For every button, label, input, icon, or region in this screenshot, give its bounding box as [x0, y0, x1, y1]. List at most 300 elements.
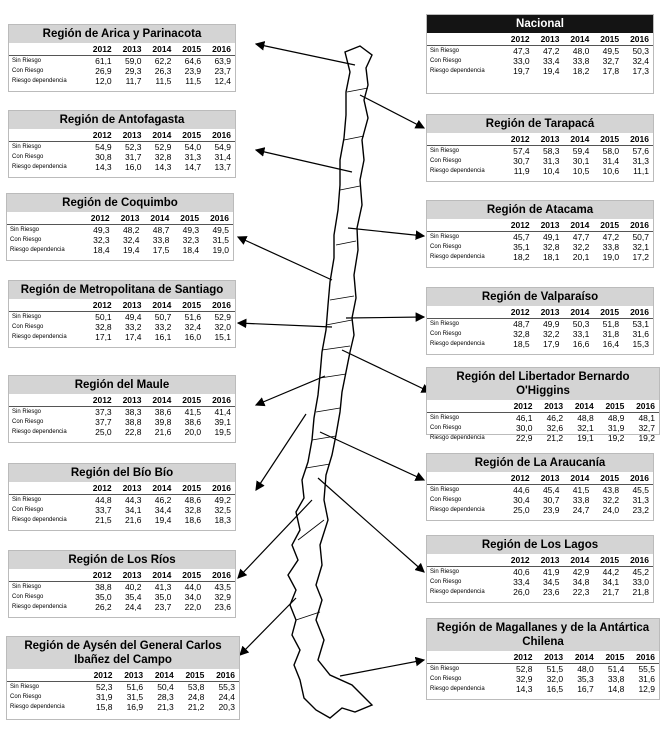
- year-header: 2012: [86, 569, 116, 582]
- cell: 33,8: [572, 56, 590, 66]
- cell: 52,9: [154, 142, 172, 152]
- row-label: Riesgo dependencia: [430, 168, 485, 174]
- cell: 40,2: [124, 582, 142, 592]
- year-header: 2014: [567, 400, 598, 413]
- cell: 15,3: [632, 339, 649, 349]
- cell: 59,4: [572, 146, 590, 156]
- cell: 23,6: [214, 602, 231, 612]
- cell: 28,3: [157, 692, 174, 702]
- cell: 23,6: [542, 587, 560, 597]
- cell: 48,0: [577, 664, 594, 674]
- region-box-araucania: [426, 453, 654, 521]
- year-header: 2013: [116, 569, 146, 582]
- cell: 19,0: [212, 245, 229, 255]
- row-label: Con Riesgo: [430, 425, 462, 431]
- region-box-aysen: [6, 636, 240, 720]
- region-box-tarapaca: [426, 114, 654, 182]
- cell: 11,1: [633, 166, 649, 176]
- cell: 38,6: [184, 417, 202, 427]
- cell: 31,3: [184, 152, 202, 162]
- cell: 21,2: [546, 433, 564, 443]
- year-header: 2014: [145, 299, 175, 312]
- row-label: Sin Riesgo: [430, 666, 460, 672]
- cell: 31,4: [214, 152, 231, 162]
- row-label: Sin Riesgo: [12, 314, 42, 320]
- cell: 49,5: [212, 225, 229, 235]
- year-header: 2012: [86, 669, 117, 682]
- row-label: Riesgo dependencia: [12, 164, 67, 170]
- cell: 43,8: [602, 485, 620, 495]
- row-label: Riesgo dependencia: [12, 78, 67, 84]
- cell: 34,0: [184, 592, 202, 602]
- year-header: 2016: [623, 472, 653, 485]
- cell: 26,0: [513, 587, 530, 597]
- cell: 17,5: [152, 245, 170, 255]
- region-title: Región de Magallanes y de la Antártica Chilena: [427, 619, 659, 651]
- cell: 31,7: [124, 152, 142, 162]
- year-header: 2012: [84, 212, 114, 225]
- cell: 14,8: [607, 684, 625, 694]
- year-header: 2016: [623, 219, 653, 232]
- cell: 51,6: [126, 682, 144, 692]
- year-header: 2015: [593, 219, 623, 232]
- cell: 31,5: [212, 235, 229, 245]
- cell: 38,6: [154, 407, 172, 417]
- year-header: 2012: [504, 133, 534, 146]
- row-label: Riesgo dependencia: [12, 429, 67, 435]
- year-header: 2012: [504, 33, 534, 46]
- region-box-santiago: [8, 280, 236, 348]
- row-label: Sin Riesgo: [430, 148, 460, 154]
- year-header: 2015: [175, 43, 205, 56]
- row-label: Riesgo dependencia: [12, 604, 67, 610]
- year-header: 2015: [593, 306, 623, 319]
- cell: 21,5: [95, 515, 112, 525]
- cell: 19,4: [542, 66, 560, 76]
- region-box-nacional: [426, 14, 654, 94]
- cell: 33,8: [572, 495, 590, 505]
- row-label: Con Riesgo: [430, 579, 462, 585]
- cell: 52,3: [95, 682, 113, 692]
- row-label: Con Riesgo: [12, 507, 44, 513]
- cell: 45,7: [513, 232, 530, 242]
- cell: 31,6: [638, 674, 655, 684]
- cell: 41,5: [184, 407, 202, 417]
- cell: 22,8: [124, 427, 142, 437]
- cell: 33,7: [95, 505, 112, 515]
- corner: [427, 219, 504, 232]
- year-header: 2013: [534, 133, 564, 146]
- year-header: 2015: [175, 569, 205, 582]
- year-header: 2016: [205, 43, 235, 56]
- corner: [427, 472, 504, 485]
- cell: 20,1: [572, 252, 590, 262]
- region-title: Región de Metropolitana de Santiago: [9, 281, 235, 299]
- year-header: 2016: [205, 129, 235, 142]
- cell: 32,4: [122, 235, 140, 245]
- cell: 23,9: [542, 505, 560, 515]
- cell: 53,8: [187, 682, 205, 692]
- cell: 31,8: [602, 329, 620, 339]
- corner: [9, 569, 86, 582]
- cell: 49,3: [182, 225, 200, 235]
- row-label: Riesgo dependencia: [12, 334, 67, 340]
- year-header: 2013: [116, 299, 146, 312]
- cell: 35,0: [95, 592, 112, 602]
- year-header: 2012: [506, 400, 537, 413]
- cell: 15,8: [95, 702, 113, 712]
- region-box-losrios: [8, 550, 236, 618]
- cell: 32,8: [542, 242, 560, 252]
- cell: 21,3: [157, 702, 174, 712]
- cell: 54,0: [184, 142, 202, 152]
- row-label: Riesgo dependencia: [430, 507, 485, 513]
- corner: [427, 554, 504, 567]
- cell: 21,8: [632, 587, 649, 597]
- year-header: 2015: [598, 400, 629, 413]
- cell: 43,5: [214, 582, 231, 592]
- row-label: Riesgo dependencia: [430, 254, 485, 260]
- cell: 32,8: [95, 322, 112, 332]
- cell: 49,2: [214, 495, 231, 505]
- region-title: Región de Los Ríos: [9, 551, 235, 569]
- row-label: Sin Riesgo: [10, 227, 40, 233]
- row-label: Con Riesgo: [12, 154, 44, 160]
- region-title: Región de Los Lagos: [427, 536, 653, 554]
- year-header: 2016: [623, 33, 653, 46]
- row-label: Con Riesgo: [430, 158, 462, 164]
- region-title: Región de Atacama: [427, 201, 653, 219]
- cell: 46,1: [515, 413, 533, 423]
- cell: 42,9: [572, 567, 590, 577]
- row-label: Riesgo dependencia: [430, 589, 485, 595]
- cell: 22,3: [572, 587, 590, 597]
- cell: 32,9: [214, 592, 231, 602]
- corner: [427, 651, 506, 664]
- region-box-atacama: [426, 200, 654, 268]
- cell: 30,0: [515, 423, 533, 433]
- cell: 39,8: [154, 417, 172, 427]
- row-label: Con Riesgo: [12, 68, 44, 74]
- year-header: 2013: [116, 129, 146, 142]
- row-label: Con Riesgo: [430, 676, 462, 682]
- row-label: Riesgo dependencia: [10, 704, 65, 710]
- region-title: Región de Coquimbo: [7, 194, 233, 212]
- cell: 64,6: [184, 56, 202, 66]
- year-header: 2012: [504, 306, 534, 319]
- cell: 11,9: [513, 166, 530, 176]
- cell: 30,7: [513, 156, 530, 166]
- cell: 33,8: [152, 235, 170, 245]
- cell: 22,9: [515, 433, 533, 443]
- row-label: Sin Riesgo: [430, 569, 460, 575]
- row-label: Riesgo dependencia: [10, 247, 65, 253]
- cell: 32,6: [546, 423, 564, 433]
- region-table: [9, 482, 235, 525]
- cell: 38,8: [95, 582, 112, 592]
- cell: 12,0: [95, 76, 112, 86]
- cell: 37,7: [95, 417, 112, 427]
- cell: 31,9: [607, 423, 625, 433]
- year-header: 2012: [86, 482, 116, 495]
- cell: 54,9: [95, 142, 112, 152]
- corner: [9, 299, 86, 312]
- year-header: 2013: [534, 554, 564, 567]
- row-label: Con Riesgo: [430, 331, 462, 337]
- cell: 14,3: [154, 162, 172, 172]
- cell: 19,7: [513, 66, 530, 76]
- cell: 32,7: [638, 423, 655, 433]
- cell: 50,4: [157, 682, 174, 692]
- cell: 24,7: [572, 505, 590, 515]
- cell: 21,2: [187, 702, 205, 712]
- cell: 55,5: [638, 664, 655, 674]
- region-title: Región de La Araucanía: [427, 454, 653, 472]
- cell: 48,0: [572, 46, 590, 56]
- cell: 39,1: [214, 417, 231, 427]
- cell: 18,4: [182, 245, 200, 255]
- cell: 34,4: [154, 505, 172, 515]
- cell: 24,0: [602, 505, 620, 515]
- cell: 48,8: [577, 413, 594, 423]
- corner: [427, 133, 504, 146]
- year-header: 2013: [534, 33, 564, 46]
- region-box-biobio: [8, 463, 236, 531]
- cell: 45,2: [632, 567, 649, 577]
- cell: 41,4: [214, 407, 231, 417]
- cell: 18,5: [513, 339, 530, 349]
- cell: 33,2: [124, 322, 142, 332]
- year-header: 2016: [208, 669, 239, 682]
- year-header: 2012: [504, 472, 534, 485]
- cell: 30,8: [95, 152, 112, 162]
- year-header: 2012: [86, 394, 116, 407]
- cell: 32,9: [515, 674, 533, 684]
- row-label: Riesgo dependencia: [430, 341, 485, 347]
- cell: 44,3: [124, 495, 142, 505]
- cell: 30,4: [513, 495, 530, 505]
- cell: 25,0: [513, 505, 530, 515]
- cell: 53,1: [632, 319, 649, 329]
- cell: 17,1: [95, 332, 112, 342]
- cell: 32,8: [184, 505, 202, 515]
- cell: 21,6: [154, 427, 172, 437]
- row-label: Con Riesgo: [12, 419, 44, 425]
- region-table: [9, 569, 235, 612]
- cell: 19,1: [577, 433, 594, 443]
- cell: 32,4: [184, 322, 202, 332]
- corner: [427, 33, 504, 46]
- year-header: 2012: [504, 219, 534, 232]
- region-table: [427, 33, 653, 76]
- cell: 33,4: [513, 577, 530, 587]
- cell: 58,3: [542, 146, 560, 156]
- region-table: [9, 43, 235, 86]
- cell: 49,4: [124, 312, 142, 322]
- cell: 12,4: [214, 76, 231, 86]
- year-header: 2012: [86, 299, 116, 312]
- cell: 11,7: [125, 76, 142, 86]
- row-label: Riesgo dependencia: [430, 68, 485, 74]
- cell: 48,7: [513, 319, 530, 329]
- cell: 32,0: [546, 674, 564, 684]
- cell: 18,1: [542, 252, 560, 262]
- cell: 33,2: [154, 322, 172, 332]
- year-header: 2015: [175, 482, 205, 495]
- cell: 32,5: [214, 505, 231, 515]
- cell: 47,2: [602, 232, 620, 242]
- cell: 50,1: [95, 312, 112, 322]
- cell: 35,1: [513, 242, 530, 252]
- row-label: Sin Riesgo: [430, 321, 460, 327]
- year-header: 2015: [178, 669, 209, 682]
- cell: 45,4: [542, 485, 560, 495]
- cell: 51,6: [184, 312, 202, 322]
- cell: 32,1: [632, 242, 649, 252]
- cell: 37,3: [95, 407, 112, 417]
- row-label: Con Riesgo: [10, 237, 42, 243]
- year-header: 2016: [623, 306, 653, 319]
- year-header: 2014: [563, 219, 593, 232]
- year-header: 2014: [563, 554, 593, 567]
- cell: 31,5: [126, 692, 144, 702]
- year-header: 2014: [145, 569, 175, 582]
- cell: 17,9: [542, 339, 560, 349]
- cell: 31,3: [632, 156, 649, 166]
- cell: 32,1: [577, 423, 594, 433]
- cell: 44,0: [184, 582, 202, 592]
- cell: 35,4: [124, 592, 142, 602]
- year-header: 2016: [623, 133, 653, 146]
- cell: 57,6: [632, 146, 649, 156]
- cell: 11,5: [155, 76, 172, 86]
- cell: 31,9: [95, 692, 113, 702]
- region-box-loslagos: [426, 535, 654, 603]
- year-header: 2013: [537, 651, 568, 664]
- year-header: 2014: [145, 43, 175, 56]
- cell: 35,3: [577, 674, 594, 684]
- cell: 14,7: [184, 162, 202, 172]
- cell: 10,5: [572, 166, 590, 176]
- region-table: [427, 472, 653, 515]
- cell: 49,1: [542, 232, 560, 242]
- cell: 24,4: [124, 602, 142, 612]
- cell: 33,1: [572, 329, 590, 339]
- cell: 23,7: [214, 66, 231, 76]
- year-header: 2015: [593, 133, 623, 146]
- year-header: 2014: [563, 133, 593, 146]
- row-label: Sin Riesgo: [430, 234, 460, 240]
- cell: 13,7: [214, 162, 231, 172]
- cell: 22,0: [184, 602, 202, 612]
- year-header: 2014: [567, 651, 598, 664]
- region-table: [427, 219, 653, 262]
- cell: 11,5: [185, 76, 202, 86]
- row-label: Con Riesgo: [12, 324, 44, 330]
- cell: 34,1: [602, 577, 620, 587]
- year-header: 2016: [205, 569, 235, 582]
- region-table: [9, 129, 235, 172]
- cell: 16,9: [126, 702, 144, 712]
- corner: [7, 212, 84, 225]
- cell: 26,9: [95, 66, 112, 76]
- cell: 16,0: [124, 162, 142, 172]
- region-table: [427, 651, 659, 694]
- cell: 50,3: [572, 319, 590, 329]
- cell: 23,2: [632, 505, 649, 515]
- corner: [427, 306, 504, 319]
- year-header: 2015: [173, 212, 203, 225]
- cell: 16,4: [602, 339, 620, 349]
- cell: 48,6: [184, 495, 202, 505]
- cell: 32,8: [154, 152, 172, 162]
- cell: 54,9: [214, 142, 231, 152]
- year-header: 2013: [116, 43, 146, 56]
- cell: 49,9: [542, 319, 560, 329]
- year-header: 2014: [143, 212, 173, 225]
- row-label: Con Riesgo: [10, 694, 42, 700]
- cell: 49,3: [93, 225, 110, 235]
- row-label: Sin Riesgo: [12, 584, 42, 590]
- cell: 31,6: [632, 329, 649, 339]
- region-title: Región del Libertador Bernardo O'Higgins: [427, 368, 659, 400]
- cell: 19,4: [154, 515, 172, 525]
- region-box-maule: [8, 375, 236, 443]
- cell: 26,2: [95, 602, 112, 612]
- year-header: 2015: [175, 299, 205, 312]
- cell: 19,2: [638, 433, 655, 443]
- cell: 57,4: [513, 146, 530, 156]
- cell: 44,6: [513, 485, 530, 495]
- cell: 55,3: [218, 682, 235, 692]
- cell: 33,8: [607, 674, 625, 684]
- row-label: Con Riesgo: [430, 497, 462, 503]
- cell: 21,6: [124, 515, 142, 525]
- cell: 49,5: [602, 46, 620, 56]
- cell: 41,3: [154, 582, 172, 592]
- cell: 14,3: [95, 162, 112, 172]
- cell: 25,0: [95, 427, 112, 437]
- cell: 38,8: [124, 417, 142, 427]
- cell: 48,1: [638, 413, 655, 423]
- cell: 41,9: [542, 567, 560, 577]
- cell: 20,3: [218, 702, 235, 712]
- year-header: 2012: [86, 129, 116, 142]
- year-header: 2014: [563, 472, 593, 485]
- year-header: 2015: [175, 129, 205, 142]
- cell: 23,7: [154, 602, 172, 612]
- cell: 24,8: [187, 692, 205, 702]
- cell: 61,1: [95, 56, 112, 66]
- corner: [427, 400, 506, 413]
- region-title: Región de Tarapacá: [427, 115, 653, 133]
- cell: 48,7: [152, 225, 170, 235]
- cell: 26,3: [154, 66, 172, 76]
- region-box-magallanes: [426, 618, 660, 700]
- cell: 33,8: [602, 242, 620, 252]
- year-header: 2016: [205, 482, 235, 495]
- cell: 17,4: [124, 332, 142, 342]
- year-header: 2013: [114, 212, 144, 225]
- corner: [7, 669, 86, 682]
- year-header: 2014: [563, 33, 593, 46]
- cell: 10,6: [602, 166, 620, 176]
- year-header: 2014: [563, 306, 593, 319]
- cell: 23,9: [184, 66, 202, 76]
- cell: 21,7: [602, 587, 620, 597]
- cell: 31,3: [632, 495, 649, 505]
- corner: [9, 482, 86, 495]
